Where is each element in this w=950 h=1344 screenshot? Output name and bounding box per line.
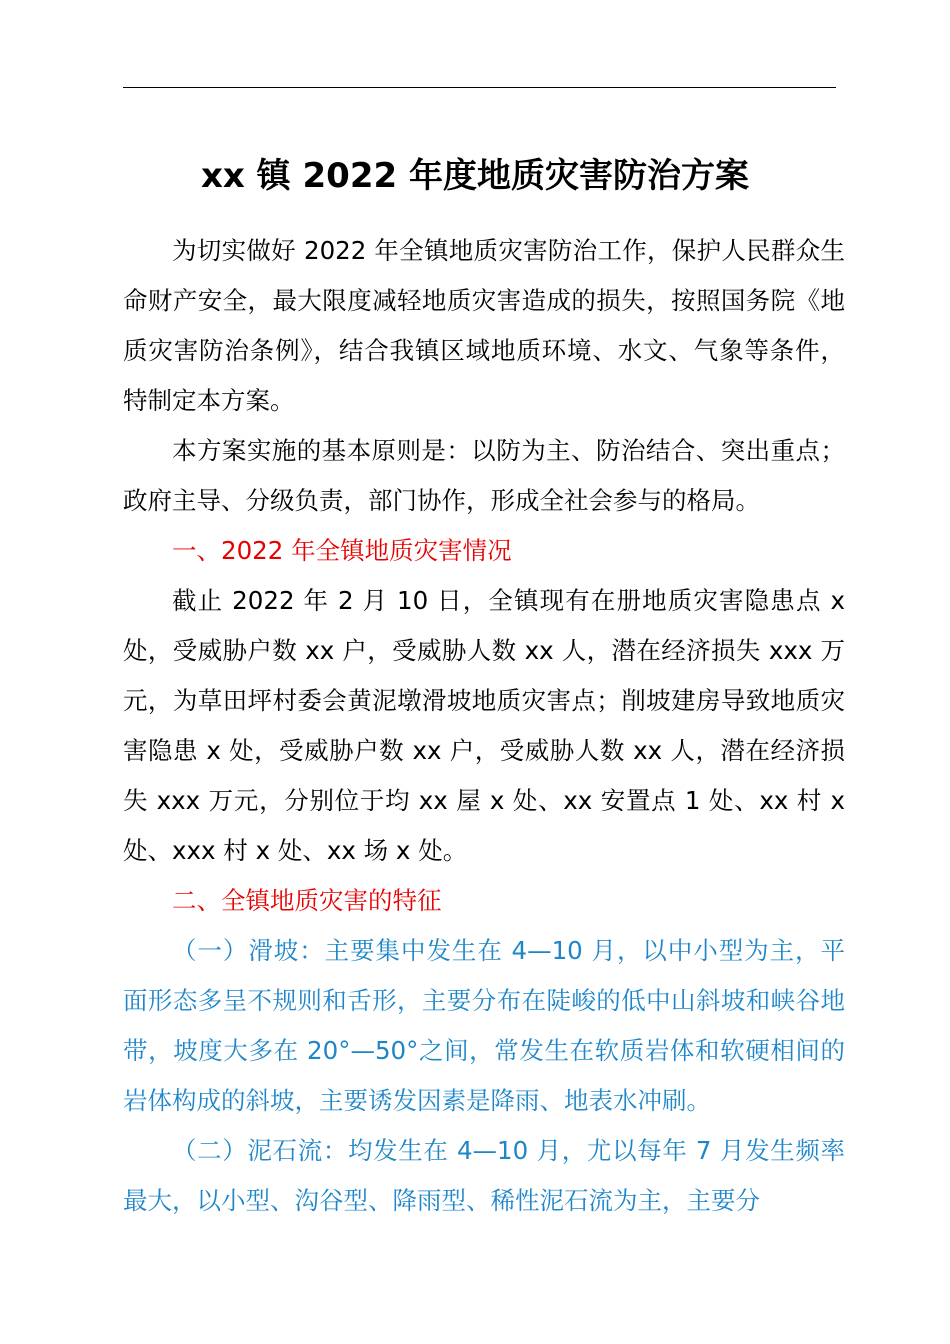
intro-paragraph: 为切实做好 2022 年全镇地质灾害防治工作，保护人民群众生命财产安全，最大限度减轻地质灾害造成的损失，按照国务院《地质灾害防治条例》，结合我镇区域地质环境、水文、气象等条件，特制定本方案。 — [123, 236, 845, 415]
section-heading-characteristics: 二、全镇地质灾害的特征 — [172, 886, 442, 915]
document-body — [123, 226, 845, 1226]
principles-paragraph: 本方案实施的基本原则是：以防为主、防治结合、突出重点；政府主导、分级负责，部门协作，形成全社会参与的格局。 — [123, 436, 845, 515]
section-heading-situation: 一、2022 年全镇地质灾害情况 — [172, 536, 512, 565]
document-title: xx 镇 2022 年度地质灾害防治方案 — [200, 156, 749, 196]
header-rule — [123, 87, 836, 88]
situation-paragraph: 截止 2022 年 2 月 10 日，全镇现有在册地质灾害隐患点 x 处，受威胁户数 xx 户，受威胁人数 xx 人，潜在经济损失 xxx 万元，为草田坪村委会黄泥墩滑坡地质灾害点；削坡建房导致地质灾害隐患 x 处，受威胁户数 xx 户，受威胁人数 xx 人，潜在经济损失 xxx 万元，分别位于均 xx 屋 x 处、xx 安置点 1 处、xx 村 x 处、xxx 村 x 处、xx 场 x 处。 — [123, 586, 845, 865]
debris-flow-paragraph: （二）泥石流：均发生在 4—10 月，尤以每年 7 月发生频率最大，以小型、沟谷型、降雨型、稀性泥石流为主，主要分 — [123, 1136, 845, 1215]
landslide-paragraph: （一）滑坡：主要集中发生在 4—10 月，以中小型为主，平面形态多呈不规则和舌形，主要分布在陡峻的低中山斜坡和峡谷地带，坡度大多在 20°—50°之间，常发生在软质岩体和软硬相间的岩体构成的斜坡，主要诱发因素是降雨、地表水冲刷。 — [123, 936, 845, 1115]
